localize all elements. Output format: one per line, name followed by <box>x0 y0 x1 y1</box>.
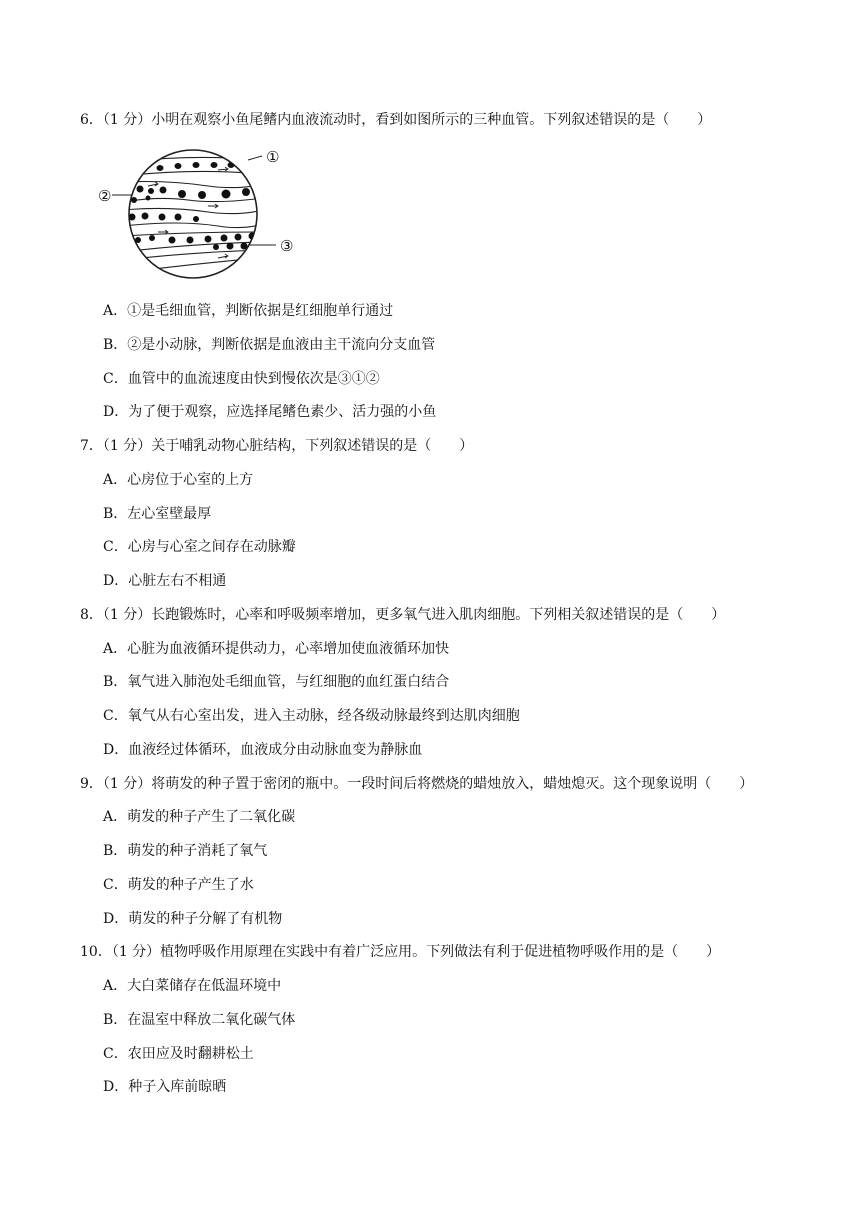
option-c: C．萌发的种子产生了水 <box>103 877 254 893</box>
question-text: （1 分）长跑锻炼时，心率和呼吸频率增加，更多氧气进入肌肉细胞。下列相关叙述错误的是（ ） <box>102 607 726 623</box>
question-text: （1 分）小明在观察小鱼尾鳍内血液流动时，看到如图所示的三种血管。下列叙述错误的是（ ） <box>102 112 712 128</box>
option-a: A．①是毛细血管，判断依据是红细胞单行通过 <box>103 303 394 319</box>
option-c: C．血管中的血流速度由快到慢依次是③①② <box>103 371 380 387</box>
option-d: D．为了便于观察，应选择尾鳍色素少、活力强的小鱼 <box>103 404 437 420</box>
option-a: A．萌发的种子产生了二氧化碳 <box>103 809 296 825</box>
question-text: （1 分）将萌发的种子置于密闭的瓶中。一段时间后将燃烧的蜡烛放入，蜡烛熄灭。这个现象说明（ ） <box>102 776 754 792</box>
option-c: C．氧气从右心室出发，进入主动脉，经各级动脉最终到达肌肉细胞 <box>103 708 520 724</box>
question-number: 8． <box>80 607 103 623</box>
option-c: C．心房与心室之间存在动脉瓣 <box>103 539 296 555</box>
option-d: D．心脏左右不相通 <box>103 573 227 589</box>
question-7-stem <box>80 437 473 455</box>
question-10-stem <box>80 943 720 961</box>
option-b: B．②是小动脉，判断依据是血液由主干流向分支血管 <box>103 337 436 353</box>
option-a: A．大白菜储存在低温环境中 <box>103 978 282 994</box>
question-text: （1 分）植物呼吸作用原理在实践中有着广泛应用。下列做法有利于促进植物呼吸作用的是（ ） <box>111 944 721 960</box>
option-b: B．萌发的种子消耗了氧气 <box>103 843 268 859</box>
question-8-stem <box>80 606 725 624</box>
question-number: 9． <box>80 776 103 792</box>
figure-label-1: ① <box>266 148 280 166</box>
question-number: 10． <box>80 944 112 960</box>
option-b: B．左心室壁最厚 <box>103 506 212 522</box>
question-number: 7． <box>80 438 103 454</box>
option-a: A．心房位于心室的上方 <box>103 472 254 488</box>
question-text: （1 分）关于哺乳动物心脏结构，下列叙述错误的是（ ） <box>102 438 474 454</box>
figure-label-3: ③ <box>280 237 294 255</box>
figure-label-2: ② <box>98 187 112 205</box>
option-b: B．在温室中释放二氧化碳气体 <box>103 1012 296 1028</box>
option-b: B．氧气进入肺泡处毛细血管，与红细胞的血红蛋白结合 <box>103 674 450 690</box>
blood-vessel-diagram <box>98 140 298 290</box>
option-a: A．心脏为血液循环提供动力，心率增加使血液循环加快 <box>103 641 450 657</box>
option-d: D．血液经过体循环，血液成分由动脉血变为静脉血 <box>103 742 423 758</box>
option-d: D．种子入库前晾晒 <box>103 1079 227 1095</box>
question-number: 6． <box>80 112 103 128</box>
option-d: D．萌发的种子分解了有机物 <box>103 911 283 927</box>
question-6-stem <box>80 111 711 129</box>
question-9-stem <box>80 775 753 793</box>
option-c: C．农田应及时翻耕松土 <box>103 1046 254 1062</box>
